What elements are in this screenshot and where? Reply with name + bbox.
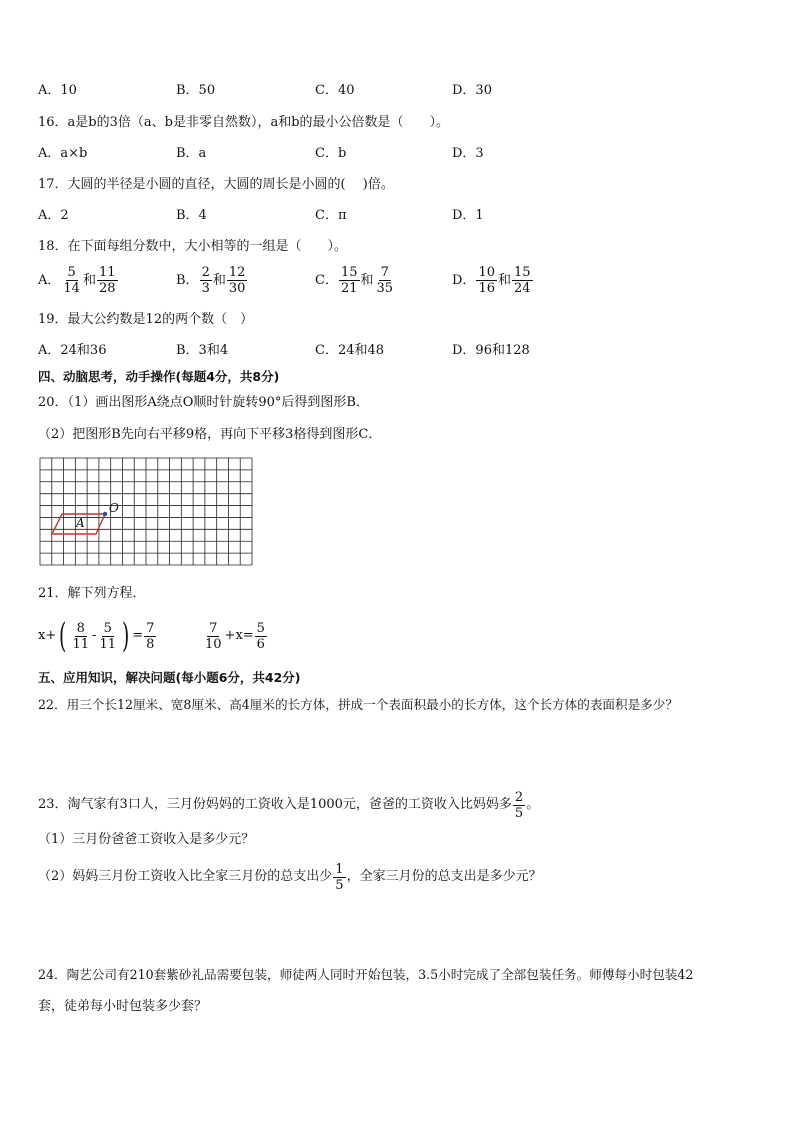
q19-option-c: C．24和48 xyxy=(315,343,385,358)
q23-sub2-text-a: （2）妈妈三月份工资收入比全家三月份的总支出少 xyxy=(38,869,333,884)
q18-option-d xyxy=(452,265,534,296)
fraction: $\frac{5}{6}$ xyxy=(256,620,265,652)
q18-option-b xyxy=(176,265,248,296)
q18-stem: 18．在下面每组分数中，大小相等的一组是（ ）。 xyxy=(38,239,348,254)
fraction: $\frac{11}{28}$ xyxy=(98,265,116,296)
q16-option-c: C．b xyxy=(315,146,347,161)
q19-option-d: D．96和128 xyxy=(452,343,530,358)
q15-option-d: D．30 xyxy=(452,83,492,98)
fraction: $\frac{15}{24}$ xyxy=(514,265,531,296)
fraction: $\frac{5}{14}$ xyxy=(63,265,80,296)
grid-lines xyxy=(40,458,252,565)
q18-option-a xyxy=(38,265,119,296)
fraction: $\frac{10}{16}$ xyxy=(478,265,495,296)
q19-stem: 19．最大公约数是12的两个数（ ） xyxy=(38,312,254,327)
q17-option-a: A．2 xyxy=(38,208,69,223)
option-label: D． xyxy=(452,272,476,288)
conjunction: 和 xyxy=(212,272,226,288)
q23-sub2-text-b: ，全家三月份的总支出是多少元？ xyxy=(346,869,542,884)
q16-option-d: D．3 xyxy=(452,146,484,161)
fraction: $\frac{2}{3}$ xyxy=(201,265,210,296)
q16-option-a: A．a×b xyxy=(38,146,88,161)
minus-sign: - xyxy=(92,628,97,643)
conjunction: 和 xyxy=(360,272,374,288)
conjunction: 和 xyxy=(497,272,511,288)
point-o xyxy=(103,512,107,516)
right-paren: ) xyxy=(121,616,130,656)
section-heading-4: 四、动脑思考，动手操作(每题4分，共8分) xyxy=(38,369,280,384)
q18-option-c xyxy=(315,265,396,296)
q16-option-b: B．a xyxy=(176,146,207,161)
fraction: $\frac{5}{11}$ xyxy=(99,620,116,652)
q19-option-a: A．24和36 xyxy=(38,343,107,358)
q15-option-a: A．10 xyxy=(38,83,77,98)
q17-option-c: C．π xyxy=(315,208,347,223)
eq1-prefix: x+ xyxy=(38,628,57,643)
q24-line2: 套，徒弟每小时包装多少套？ xyxy=(38,999,208,1014)
fraction: $\frac{2}{5}$ xyxy=(514,789,524,821)
equals-sign: = xyxy=(132,628,144,643)
q23-stem-end: 。 xyxy=(526,797,540,812)
fraction: $\frac{8}{11}$ xyxy=(72,620,90,652)
q17-option-d: D．1 xyxy=(452,208,484,223)
q23-stem-text: 23．淘气家有3口人，三月份妈妈的工资收入是1000元，爸爸的工资收入比妈妈多 xyxy=(38,797,512,812)
option-label: A． xyxy=(38,272,61,288)
fraction: $\frac{15}{21}$ xyxy=(340,265,358,296)
fraction: $\frac{1}{5}$ xyxy=(335,861,344,893)
q23-sub1: （1）三月份爸爸工资收入是多少元？ xyxy=(38,832,255,847)
q23-stem xyxy=(38,786,539,824)
label-o: O xyxy=(109,501,119,515)
q17-stem: 17．大圆的半径是小圆的直径，大圆的周长是小圆的( )倍。 xyxy=(38,177,394,192)
fraction: $\frac{7}{8}$ xyxy=(146,620,155,652)
q22-stem: 22．用三个长12厘米、宽8厘米、高4厘米的长方体，拼成一个表面积最小的长方体，这个长方体的表面积是多少？ xyxy=(38,697,678,712)
section-heading-5: 五、应用知识，解决问题(每小题6分，共42分) xyxy=(38,670,301,685)
q23-sub2 xyxy=(38,857,542,897)
q24-line1: 24．陶艺公司有210套紫砂礼品需要包装，师徒两人同时开始包装，3.5小时完成了全部包装任务。师傅每小时包装42 xyxy=(38,967,694,982)
left-paren: ( xyxy=(59,616,67,656)
label-a: A xyxy=(76,516,85,530)
q15-option-b: B．50 xyxy=(176,83,216,98)
q15-option-c: C．40 xyxy=(315,83,355,98)
q21-equation-2 xyxy=(202,616,268,656)
fraction: $\frac{7}{10}$ xyxy=(205,620,222,652)
q19-option-b: B．3和4 xyxy=(176,343,229,358)
q21-equation-1 xyxy=(38,616,157,656)
q20-line2: （2）把图形B先向右平移9格，再向下平移3格得到图形C． xyxy=(38,427,382,442)
fraction: $\frac{12}{30}$ xyxy=(228,265,246,296)
q16-stem: 16．a是b的3倍（a、b是非零自然数），a和b的最小公倍数是（ ）。 xyxy=(38,115,450,130)
option-label: C． xyxy=(315,272,338,288)
q21-title: 21．解下列方程． xyxy=(38,586,146,601)
fraction: $\frac{7}{35}$ xyxy=(376,265,394,296)
conjunction: 和 xyxy=(82,272,96,288)
q17-option-b: B．4 xyxy=(176,208,207,223)
q20-grid-figure xyxy=(38,457,254,567)
q20-line1: 20．（1）画出图形A绕点O顺时针旋转90°后得到图形B． xyxy=(38,395,369,410)
option-label: B． xyxy=(176,272,199,288)
eq2-middle: +x= xyxy=(224,628,254,643)
